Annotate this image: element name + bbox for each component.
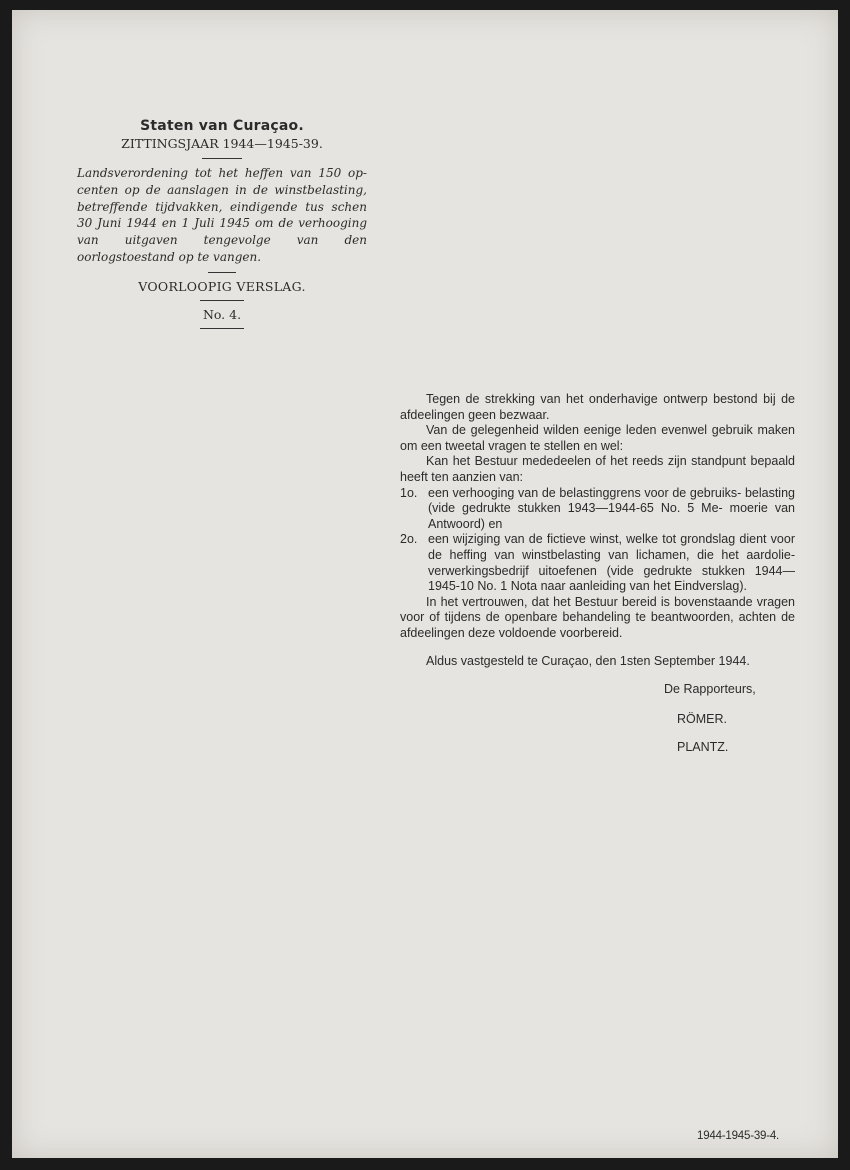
document-page — [12, 10, 838, 1158]
document-title: Staten van Curaçao. — [140, 118, 304, 134]
divider-rule — [200, 328, 244, 329]
signature-name: RÖMER. — [677, 712, 727, 726]
list-item-text: een verhooging van de belastinggrens voor de gebruiks- belasting (vide gedrukte stukken 1943—1944-65 No. 5 Me- moerie van Antwoord) en — [428, 485, 795, 531]
list-item-text: een wijziging van de fictieve winst, welke tot grondslag dient voor de heffing van winstbelasting van lichamen, die het aardolie-verwerkingsbedrijf uitoefenen (vide gedrukte stukken 1944—1945-10 No. 1 Nota naar aanleiding van het Eindverslag). — [428, 532, 795, 594]
list-item-number: 2o. — [400, 532, 418, 547]
divider-rule — [208, 272, 236, 273]
divider-rule — [200, 300, 244, 301]
paragraph: Van de gelegenheid wilden eenige leden evenwel gebruik maken om een tweetal vragen te stellen en wel: — [400, 423, 795, 453]
signature-name: PLANTZ. — [677, 740, 729, 754]
rapporteurs-heading: De Rapporteurs, — [664, 682, 756, 696]
paragraph: Tegen de strekking van het onderhavige ontwerp bestond bij de afdeelingen geen bezwaar. — [400, 392, 795, 422]
divider-rule — [202, 158, 242, 159]
bill-subject: Landsverordening tot het heffen van 150 op- centen op de aanslagen in de winstbelasting, betreffende tijdvakken, eindigende tus schen 30 Juni 1944 en 1 Juli 1945 om de verhooging van uitgaven tengevolge van den oorlogstoestand op te vangen. — [77, 166, 367, 264]
document-header — [72, 118, 372, 335]
paragraph: Kan het Bestuur mededeelen of het reeds zijn standpunt bepaald heeft ten aanzien van: — [400, 454, 795, 484]
report-body — [400, 392, 795, 669]
document-code: 1944-1945-39-4. — [697, 1130, 780, 1142]
report-number: No. 4. — [202, 306, 242, 322]
list-item-number: 1o. — [400, 485, 418, 500]
paragraph: In het vertrouwen, dat het Bestuur bereid is bovenstaande vragen voor of tijdens de openbare behandeling te beantwoorden, achten de afdeelingen deze voldoende voorbereid. — [400, 594, 795, 640]
adoption-date: Aldus vastgesteld te Curaçao, den 1sten September 1944. — [426, 653, 750, 668]
report-title: VOORLOOPIG VERSLAG. — [138, 278, 306, 294]
list-item — [400, 532, 795, 594]
session-year: ZITTINGSJAAR 1944—1945-39. — [121, 136, 323, 151]
list-item — [400, 486, 795, 533]
